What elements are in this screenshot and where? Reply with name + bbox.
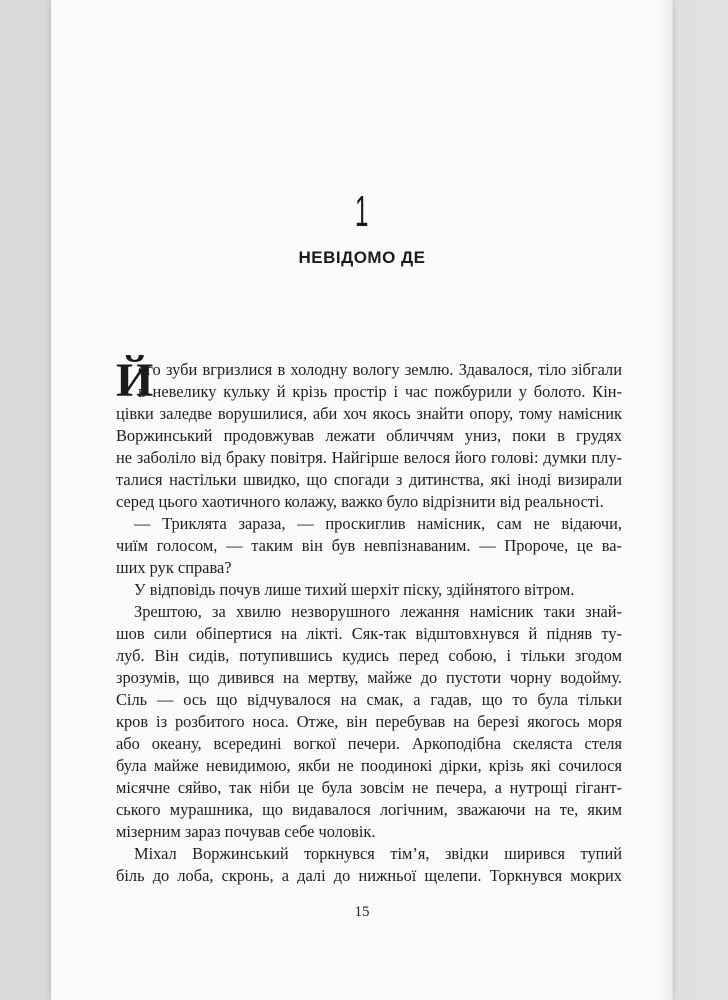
text-line: мізерним зараз почував себе чоловік. bbox=[116, 822, 376, 841]
text-line: не заболіло від браку повітря. Найгірше велося його голові: думки плу- bbox=[116, 448, 622, 467]
text-line: У відповідь почув лише тихий шерхіт піску, здійнятого вітром. bbox=[134, 580, 575, 599]
text-line: була майже невидимою, якби не поодинокі дірки, крізь які сочилося bbox=[116, 756, 622, 775]
text-line: ших рук справа? bbox=[116, 558, 232, 577]
chapter-number: 1 bbox=[354, 187, 370, 236]
text-line: зрозумів, що дивився на мертву, майже до пустоти чорну водойму. bbox=[116, 668, 622, 687]
text-line: ського мурашника, що видавалося логічним, зважаючи на те, яким bbox=[116, 800, 622, 819]
text-line: в невелику кульку й крізь простір і час пожбурили у болото. Кін- bbox=[138, 382, 622, 401]
text-line: Сіль — ось що відчувалося на смак, а гадав, що то була тільки bbox=[116, 690, 622, 709]
text-line: кров із розбитого носа. Отже, він перебував на березі якогось моря bbox=[116, 712, 622, 731]
text-line: чиїм голосом, — таким він був невпізнаваним. — Пророче, це ва- bbox=[116, 536, 622, 555]
text-line: серед цього хаотичного колажу, важко було відрізнити від реальності. bbox=[116, 492, 604, 511]
text-line: місячне сяйво, так ніби це була зовсім не печера, а нутрощі гігант- bbox=[116, 778, 622, 797]
chapter-body bbox=[116, 354, 622, 887]
chapter-title: НЕВІДОМО ДЕ bbox=[298, 248, 426, 267]
book-page bbox=[51, 0, 673, 1000]
drop-cap: Й bbox=[116, 354, 154, 407]
text-line: або океану, всередині вогкої печери. Аркоподібна скеляста стеля bbox=[116, 734, 622, 753]
text-line: талися настільки швидко, що спогади з дитинства, які іноді визирали bbox=[116, 470, 622, 489]
page-number: 15 bbox=[354, 904, 370, 920]
text-line: Міхал Воржинський торкнувся тім’я, звідки ширився тупий bbox=[134, 844, 622, 863]
text-line: Зрештою, за хвилю незворушного лежання намісник таки знай- bbox=[134, 602, 622, 621]
text-line: — Триклята зараза, — проскиглив намісник, сам не відаючи, bbox=[134, 514, 622, 533]
text-line: луб. Він сидів, потупившись кудись перед собою, і тільки згодом bbox=[116, 646, 622, 665]
text-line: шов сили обіпертися на лікті. Сяк-так відштовхнувся й підняв ту- bbox=[116, 624, 622, 643]
text-line: біль до лоба, скронь, а далі до нижньої щелепи. Торкнувся мокрих bbox=[116, 866, 622, 885]
text-line: Воржинський продовжував лежати обличчям униз, поки в грудях bbox=[116, 426, 622, 445]
text-line: ого зуби вгризлися в холодну вологу землю. Здавалося, тіло зібгали bbox=[138, 360, 622, 379]
text-line: цівки заледве ворушилися, аби хоч якось знайти опору, тому намісник bbox=[116, 404, 622, 423]
